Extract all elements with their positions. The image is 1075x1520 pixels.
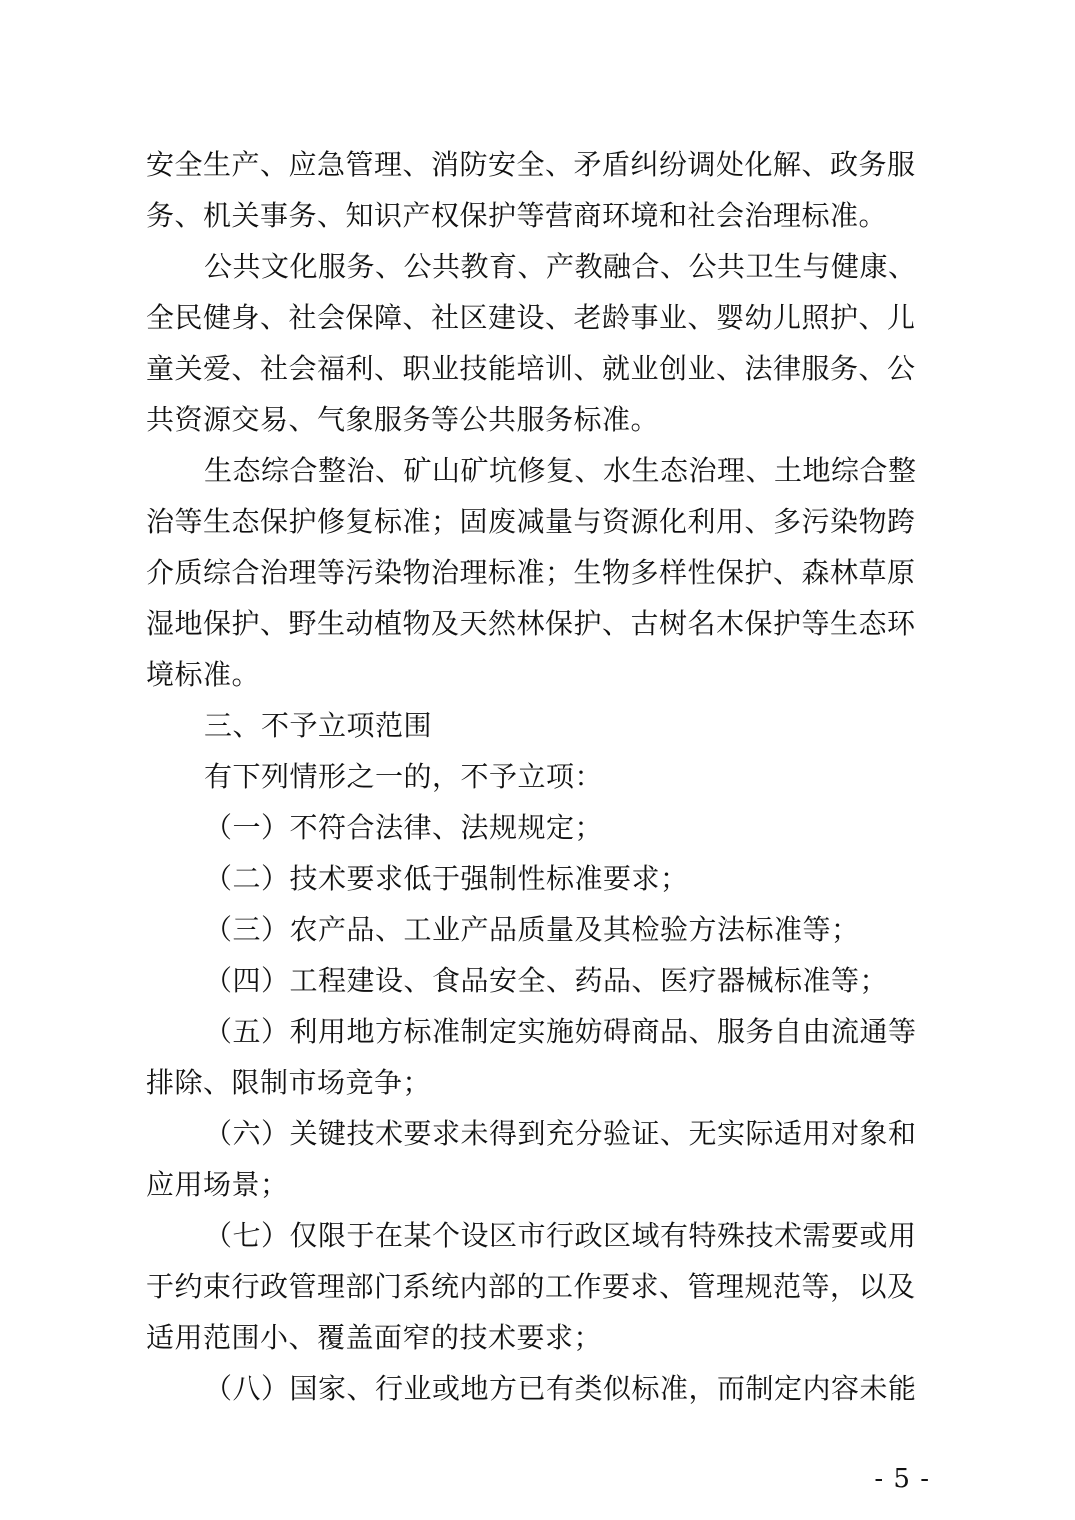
text-line: 境标准。 xyxy=(146,658,261,691)
text-line: 公共文化服务、公共教育、产教融合、公共卫生与健康、 xyxy=(204,250,917,283)
text-line: 于约束行政管理部门系统内部的工作要求、管理规范等，以及 xyxy=(146,1270,916,1303)
text-line: 治等生态保护修复标准；固废减量与资源化利用、多污染物跨 xyxy=(146,505,916,538)
text-line: 共资源交易、气象服务等公共服务标准。 xyxy=(146,403,660,436)
text-line: 介质综合治理等污染物治理标准；生物多样性保护、森林草原 xyxy=(146,556,916,589)
text-line: 排除、限制市场竞争； xyxy=(146,1066,432,1099)
text-line: （四）工程建设、食品安全、药品、医疗器械标准等； xyxy=(204,964,889,997)
text-line: 适用范围小、覆盖面窄的技术要求； xyxy=(146,1321,603,1354)
text-line: 湿地保护、野生动植物及天然林保护、古树名木保护等生态环 xyxy=(146,607,916,640)
text-line: 有下列情形之一的，不予立项： xyxy=(204,760,604,793)
text-line: 安全生产、应急管理、消防安全、矛盾纠纷调处化解、政务服 xyxy=(146,148,916,181)
text-line: 童关爱、社会福利、职业技能培训、就业创业、法律服务、公 xyxy=(146,352,916,385)
text-line: （三）农产品、工业产品质量及其检验方法标准等； xyxy=(204,913,860,946)
text-line: 务、机关事务、知识产权保护等营商环境和社会治理标准。 xyxy=(146,199,888,232)
text-line: （八）国家、行业或地方已有类似标准，而制定内容未能 xyxy=(204,1372,917,1405)
text-line: （七）仅限于在某个设区市行政区域有特殊技术需要或用 xyxy=(204,1219,917,1252)
text-line: 全民健身、社会保障、社区建设、老龄事业、婴幼儿照护、儿 xyxy=(146,301,916,334)
section-heading: 三、不予立项范围 xyxy=(204,709,433,742)
text-line: （五）利用地方标准制定实施妨碍商品、服务自由流通等 xyxy=(204,1015,917,1048)
text-line: （二）技术要求低于强制性标准要求； xyxy=(204,862,689,895)
text-line: （一）不符合法律、法规规定； xyxy=(204,811,604,844)
text-line: 生态综合整治、矿山矿坑修复、水生态治理、土地综合整 xyxy=(204,454,917,487)
page-number: - 5 - xyxy=(874,1464,930,1494)
text-line: （六）关键技术要求未得到充分验证、无实际适用对象和 xyxy=(204,1117,917,1150)
text-line: 应用场景； xyxy=(146,1168,289,1201)
